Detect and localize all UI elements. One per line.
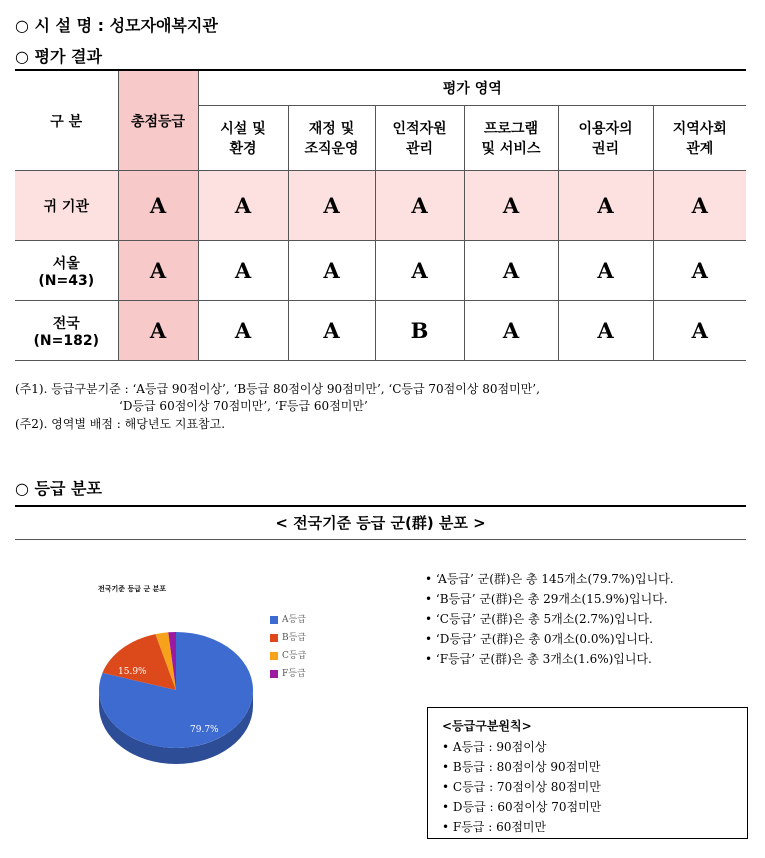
area-grade: A bbox=[198, 241, 288, 301]
area-grade: A bbox=[288, 301, 375, 361]
table-row bbox=[15, 171, 746, 241]
header-evaluation-areas: 평가 영역 bbox=[198, 70, 746, 106]
area-grade: A bbox=[288, 241, 375, 301]
criteria-item: • F등급 : 60점미만 bbox=[442, 820, 547, 834]
pie-chart bbox=[90, 620, 265, 790]
summary-line: • ‘B등급’ 군(群)은 총 29개소(15.9%)입니다. bbox=[425, 592, 668, 606]
note-1-continued: ‘D등급 60점이상 70점미만’, ‘F등급 60점미만’ bbox=[119, 399, 368, 413]
area-header: 재정 및 조직운영 bbox=[288, 106, 375, 171]
total-grade: A bbox=[118, 241, 198, 301]
total-grade: A bbox=[118, 301, 198, 361]
slice-label-b: 15.9% bbox=[118, 667, 147, 677]
area-header: 이용자의 권리 bbox=[558, 106, 653, 171]
slice-label-a: 79.7% bbox=[190, 725, 219, 735]
area-grade: A bbox=[464, 171, 558, 241]
criteria-item: • D등급 : 60점이상 70점미만 bbox=[442, 800, 602, 814]
note-2: (주2). 영역별 배점 : 해당년도 지표참고. bbox=[15, 417, 226, 431]
note-1: (주1). 등급구분기준 : ‘A등급 90점이상’, ‘B등급 80점이상 90점미만’, ‘C등급 70점이상 80점미만’, bbox=[15, 382, 540, 396]
area-grade: B bbox=[375, 301, 464, 361]
area-grade: A bbox=[198, 301, 288, 361]
area-grade: A bbox=[198, 171, 288, 241]
distribution-title: < 전국기준 등급 군(群) 분포 > bbox=[15, 505, 746, 540]
table-row bbox=[15, 301, 746, 361]
grade-criteria-box bbox=[427, 707, 748, 839]
criteria-item: • C등급 : 70점이상 80점미만 bbox=[442, 780, 601, 794]
total-grade: A bbox=[118, 171, 198, 241]
area-header: 지역사회 관계 bbox=[653, 106, 746, 171]
area-grade: A bbox=[558, 171, 653, 241]
pie-title: 전국기준 등급 군 분포 bbox=[98, 585, 167, 593]
summary-line: • ‘C등급’ 군(群)은 총 5개소(2.7%)입니다. bbox=[425, 612, 653, 626]
evaluation-table bbox=[15, 69, 746, 361]
legend-item: A등급 bbox=[270, 612, 306, 625]
row-label: 서울 (N=43) bbox=[15, 241, 118, 301]
summary-line: • ‘F등급’ 군(群)은 총 3개소(1.6%)입니다. bbox=[425, 652, 652, 666]
area-grade: A bbox=[653, 241, 746, 301]
legend-swatch bbox=[270, 670, 278, 678]
section-evaluation-result: ○ 평가 결과 bbox=[15, 47, 102, 66]
legend-item: B등급 bbox=[270, 630, 306, 643]
area-grade: A bbox=[653, 301, 746, 361]
area-grade: A bbox=[653, 171, 746, 241]
header-total-grade: 총점등급 bbox=[118, 70, 198, 171]
pie-top bbox=[99, 632, 253, 748]
area-grade: A bbox=[464, 301, 558, 361]
criteria-item: • A등급 : 90점이상 bbox=[442, 740, 547, 754]
facility-name: ○ 시 설 명 : 성모자애복지관 bbox=[15, 16, 218, 35]
area-header: 인적자원 관리 bbox=[375, 106, 464, 171]
row-label: 귀 기관 bbox=[15, 171, 118, 241]
row-label: 전국 (N=182) bbox=[15, 301, 118, 361]
legend-swatch bbox=[270, 616, 278, 624]
section-grade-distribution: ○ 등급 분포 bbox=[15, 479, 102, 498]
area-header: 시설 및 환경 bbox=[198, 106, 288, 171]
legend-swatch bbox=[270, 634, 278, 642]
area-grade: A bbox=[464, 241, 558, 301]
criteria-item: • B등급 : 80점이상 90점미만 bbox=[442, 760, 601, 774]
area-grade: A bbox=[558, 301, 653, 361]
area-grade: A bbox=[558, 241, 653, 301]
area-grade: A bbox=[375, 171, 464, 241]
legend-item: F등급 bbox=[270, 666, 306, 679]
summary-line: • ‘A등급’ 군(群)은 총 145개소(79.7%)입니다. bbox=[425, 572, 674, 586]
summary-line: • ‘D등급’ 군(群)은 총 0개소(0.0%)입니다. bbox=[425, 632, 654, 646]
header-group: 구 분 bbox=[15, 70, 118, 171]
criteria-title: <등급구분원칙> bbox=[442, 719, 532, 733]
legend-item: C등급 bbox=[270, 648, 306, 661]
legend-swatch bbox=[270, 652, 278, 660]
area-grade: A bbox=[288, 171, 375, 241]
area-grade: A bbox=[375, 241, 464, 301]
table-row bbox=[15, 241, 746, 301]
area-header: 프로그램 및 서비스 bbox=[464, 106, 558, 171]
